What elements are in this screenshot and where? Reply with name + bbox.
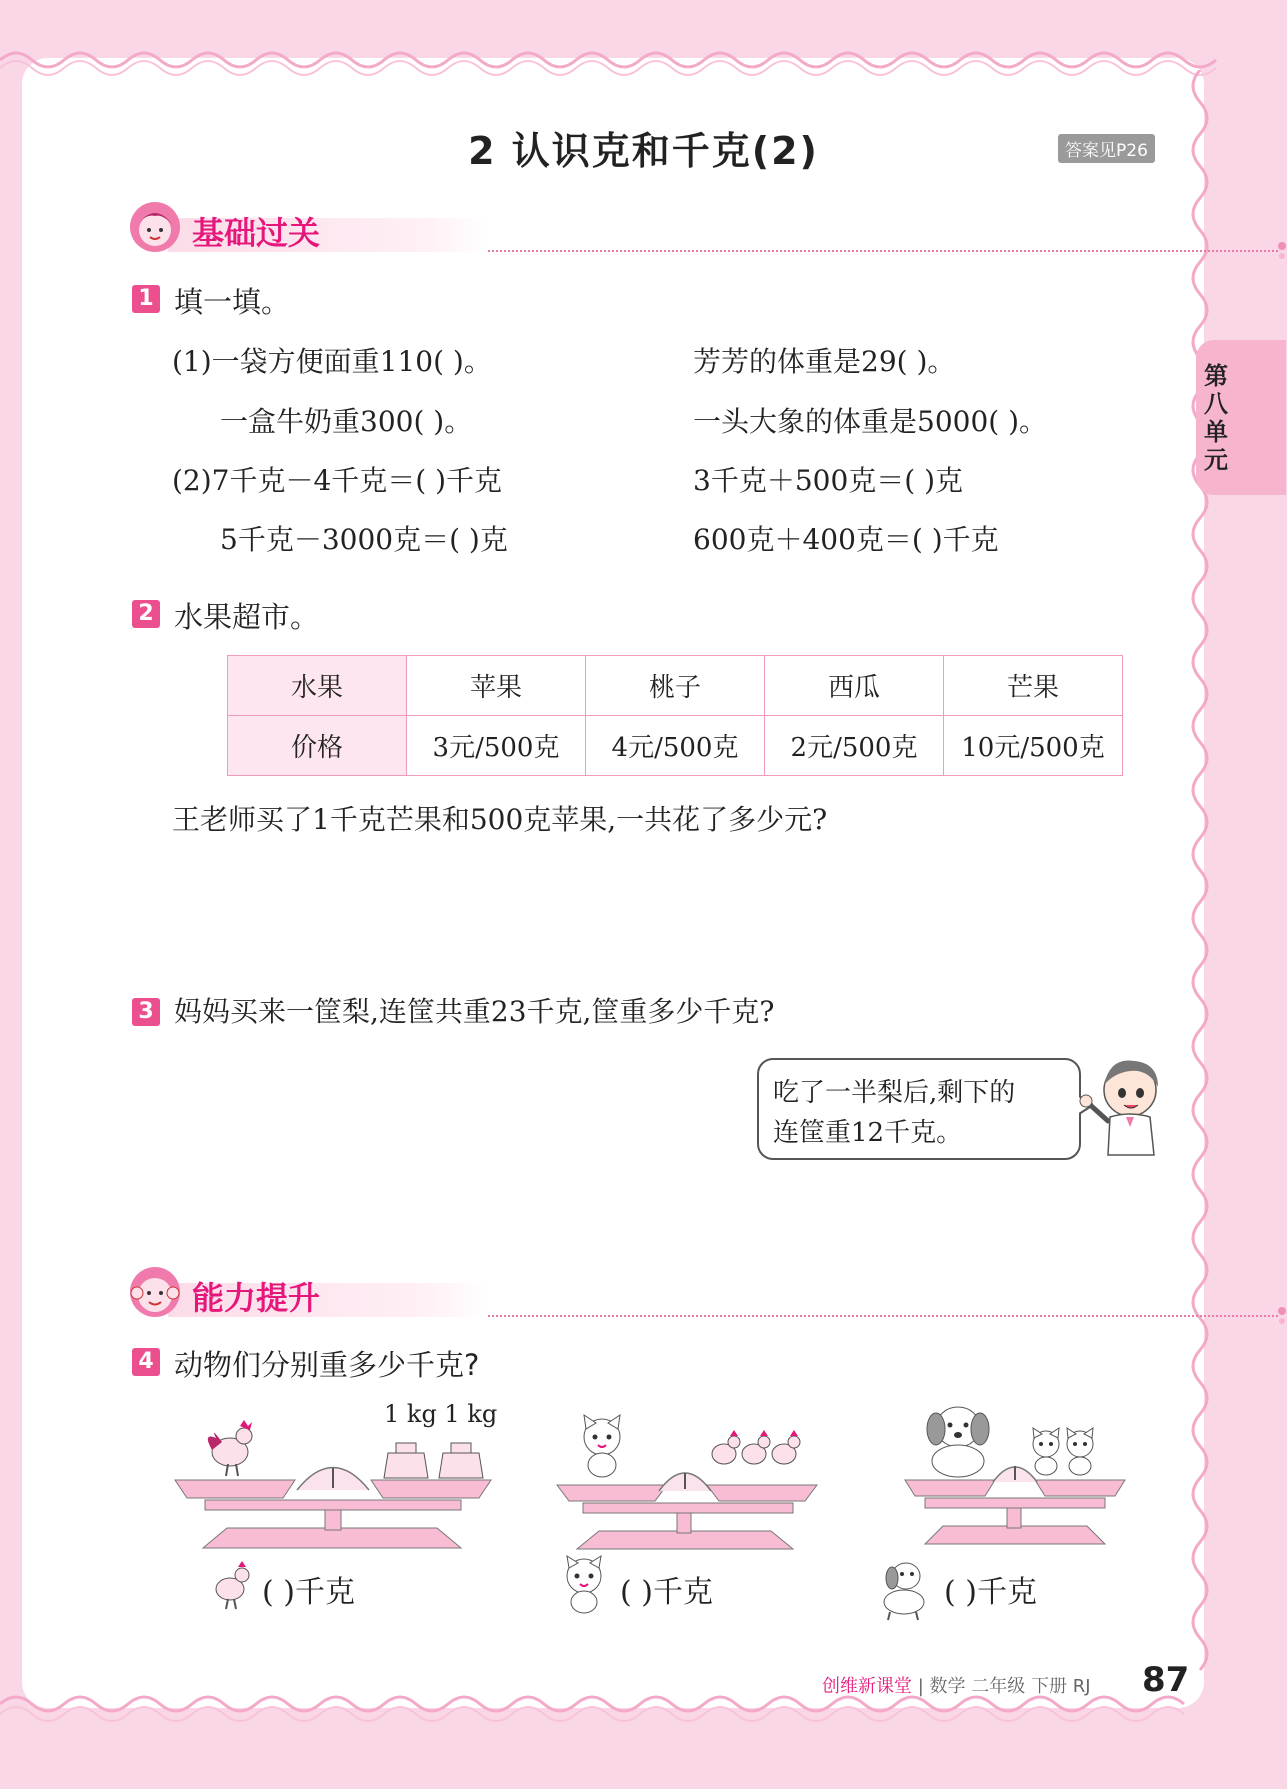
q1-blank-2[interactable]: 芳芳的体重是29( )。: [693, 345, 956, 378]
question-1-number: 1: [132, 285, 160, 313]
q4-answer-cat[interactable]: ( )千克: [620, 1575, 713, 1610]
q1-blank-6[interactable]: 3千克＋500克＝( )克: [693, 464, 964, 497]
cat-icon: [1033, 1428, 1059, 1475]
footer-info: [822, 1672, 1091, 1698]
question-3-title: 妈妈买来一筐梨,连筐共重23千克,筐重多少千克?: [174, 995, 775, 1028]
table-header-cell: 桃子: [586, 656, 765, 716]
table-cell: 10元/500克: [944, 716, 1123, 776]
table-cell: 价格: [228, 716, 407, 776]
q1-blank-5[interactable]: (2)7千克－4千克＝( )千克: [172, 464, 503, 497]
rooster-icon: [216, 1561, 249, 1609]
bubble-line-2: 连筐重12千克。: [773, 1118, 963, 1148]
table-cell: 4元/500克: [586, 716, 765, 776]
q1-blank-1[interactable]: (1)一袋方便面重110( )。: [172, 345, 492, 378]
table-cell: 2元/500克: [765, 716, 944, 776]
weight-1kg-icon: [384, 1443, 428, 1478]
table-header-cell: 苹果: [407, 656, 586, 716]
q1-blank-8[interactable]: 600克＋400克＝( )千克: [693, 523, 999, 556]
weight-1kg-icon: [439, 1443, 483, 1478]
unit-tab-label: 第八单元: [1204, 362, 1228, 474]
q1-blank-7[interactable]: 5千克－3000克＝( )克: [220, 523, 508, 556]
footer-brand: 创维新课堂: [822, 1676, 912, 1697]
section-basic-label: 基础过关: [192, 214, 321, 252]
balance-scale-3: [905, 1466, 1125, 1544]
page-title: 2 认识克和千克(2): [468, 129, 819, 173]
cat-icon: [1067, 1428, 1093, 1475]
q4-answer-rooster[interactable]: ( )千克: [262, 1575, 355, 1610]
bubble-line-1: 吃了一半梨后,剩下的: [773, 1078, 1016, 1108]
section-advanced-label: 能力提升: [192, 1279, 321, 1317]
question-4-number: 4: [132, 1348, 160, 1376]
question-4-title: 动物们分别重多少千克?: [174, 1348, 480, 1382]
footer-course: 数学 二年级 下册 RJ: [929, 1676, 1091, 1697]
footer-divider: |: [917, 1676, 930, 1697]
rooster-icon: [742, 1430, 770, 1464]
q1-blank-3[interactable]: 一盒牛奶重300( )。: [220, 405, 473, 438]
dog-icon: [927, 1407, 989, 1477]
rooster-icon: [772, 1430, 800, 1464]
table-header-cell: 芒果: [944, 656, 1123, 716]
table-header-cell: 水果: [228, 656, 407, 716]
rooster-icon: [712, 1430, 740, 1464]
page-number: 87: [1142, 1660, 1190, 1700]
q4-answer-dog[interactable]: ( )千克: [944, 1575, 1037, 1610]
cat-icon: [567, 1556, 601, 1613]
balance-scale-2: [557, 1473, 817, 1549]
cat-icon: [584, 1415, 620, 1477]
table-header-cell: 西瓜: [765, 656, 944, 716]
question-1-title: 填一填。: [174, 285, 291, 319]
question-2-number: 2: [132, 600, 160, 628]
dog-icon: [884, 1563, 924, 1620]
weights-label: 1 kg 1 kg: [384, 1400, 498, 1428]
answer-reference: 答案见P26: [1058, 134, 1155, 163]
question-2-prompt: 王老师买了1千克芒果和500克苹果,一共花了多少元?: [172, 803, 828, 836]
question-3-number: 3: [132, 998, 160, 1026]
rooster-icon: [208, 1420, 252, 1476]
question-2-title: 水果超市。: [174, 600, 320, 634]
q1-blank-4[interactable]: 一头大象的体重是5000( )。: [693, 405, 1048, 438]
balance-scale-1: [175, 1468, 491, 1549]
table-cell: 3元/500克: [407, 716, 586, 776]
